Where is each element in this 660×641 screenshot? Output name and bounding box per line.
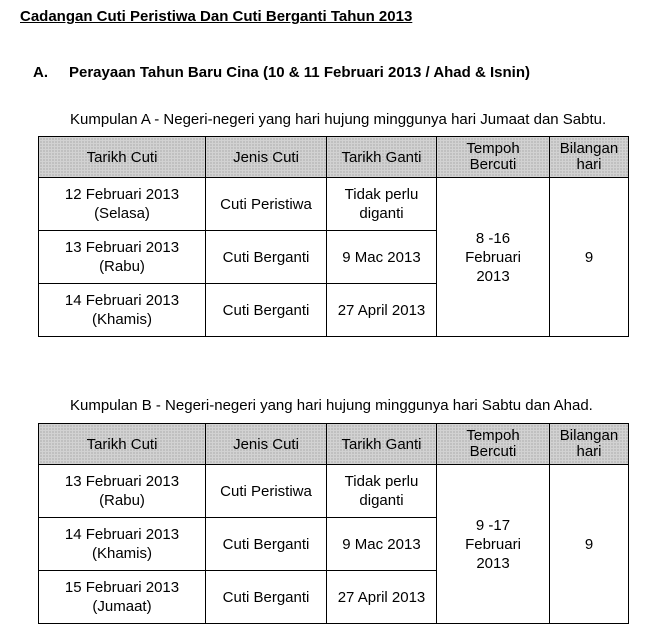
header-jenis-cuti: Jenis Cuti (206, 424, 327, 465)
cell-period: 8 -16 Februari 2013 (437, 178, 550, 337)
section-heading (33, 64, 530, 81)
document-title: Cadangan Cuti Peristiwa Dan Cuti Berganti Tahun 2013 (20, 8, 413, 25)
header-bilangan-hari: Bilangan hari (550, 424, 629, 465)
cell-type: Cuti Berganti (206, 231, 327, 284)
cell-replacement: 27 April 2013 (327, 571, 437, 624)
cell-date: 12 Februari 2013 (Selasa) (39, 178, 206, 231)
cell-date: 14 Februari 2013 (Khamis) (39, 284, 206, 337)
cell-replacement: Tidak perlu diganti (327, 178, 437, 231)
cell-replacement: 9 Mac 2013 (327, 231, 437, 284)
header-tempoh-bercuti: Tempoh Bercuti (437, 424, 550, 465)
cell-date: 13 Februari 2013 (Rabu) (39, 231, 206, 284)
cell-period: 9 -17 Februari 2013 (437, 465, 550, 624)
cell-days: 9 (550, 178, 629, 337)
cell-type: Cuti Berganti (206, 518, 327, 571)
group-a-table (38, 136, 629, 337)
cell-date: 13 Februari 2013 (Rabu) (39, 465, 206, 518)
table-header-row (39, 137, 629, 178)
group-a-label: Kumpulan A - Negeri-negeri yang hari hujung minggunya hari Jumaat dan Sabtu. (70, 111, 607, 128)
section-title: Perayaan Tahun Baru Cina (10 & 11 Februari 2013 / Ahad & Isnin) (69, 64, 530, 81)
header-tarikh-cuti: Tarikh Cuti (39, 424, 206, 465)
section-number: A. (33, 64, 48, 81)
cell-replacement: 27 April 2013 (327, 284, 437, 337)
cell-replacement: Tidak perlu diganti (327, 465, 437, 518)
cell-date: 14 Februari 2013 (Khamis) (39, 518, 206, 571)
table-row (39, 465, 629, 518)
table-header-row (39, 424, 629, 465)
cell-type: Cuti Peristiwa (206, 178, 327, 231)
cell-days: 9 (550, 465, 629, 624)
cell-date: 15 Februari 2013 (Jumaat) (39, 571, 206, 624)
cell-type: Cuti Berganti (206, 571, 327, 624)
header-tarikh-ganti: Tarikh Ganti (327, 137, 437, 178)
header-jenis-cuti: Jenis Cuti (206, 137, 327, 178)
header-tarikh-cuti: Tarikh Cuti (39, 137, 206, 178)
cell-type: Cuti Peristiwa (206, 465, 327, 518)
cell-type: Cuti Berganti (206, 284, 327, 337)
cell-replacement: 9 Mac 2013 (327, 518, 437, 571)
group-b-label: Kumpulan B - Negeri-negeri yang hari hujung minggunya hari Sabtu dan Ahad. (70, 397, 593, 414)
header-tempoh-bercuti: Tempoh Bercuti (437, 137, 550, 178)
table-row (39, 178, 629, 231)
header-tarikh-ganti: Tarikh Ganti (327, 424, 437, 465)
header-bilangan-hari: Bilangan hari (550, 137, 629, 178)
group-b-table (38, 423, 629, 624)
